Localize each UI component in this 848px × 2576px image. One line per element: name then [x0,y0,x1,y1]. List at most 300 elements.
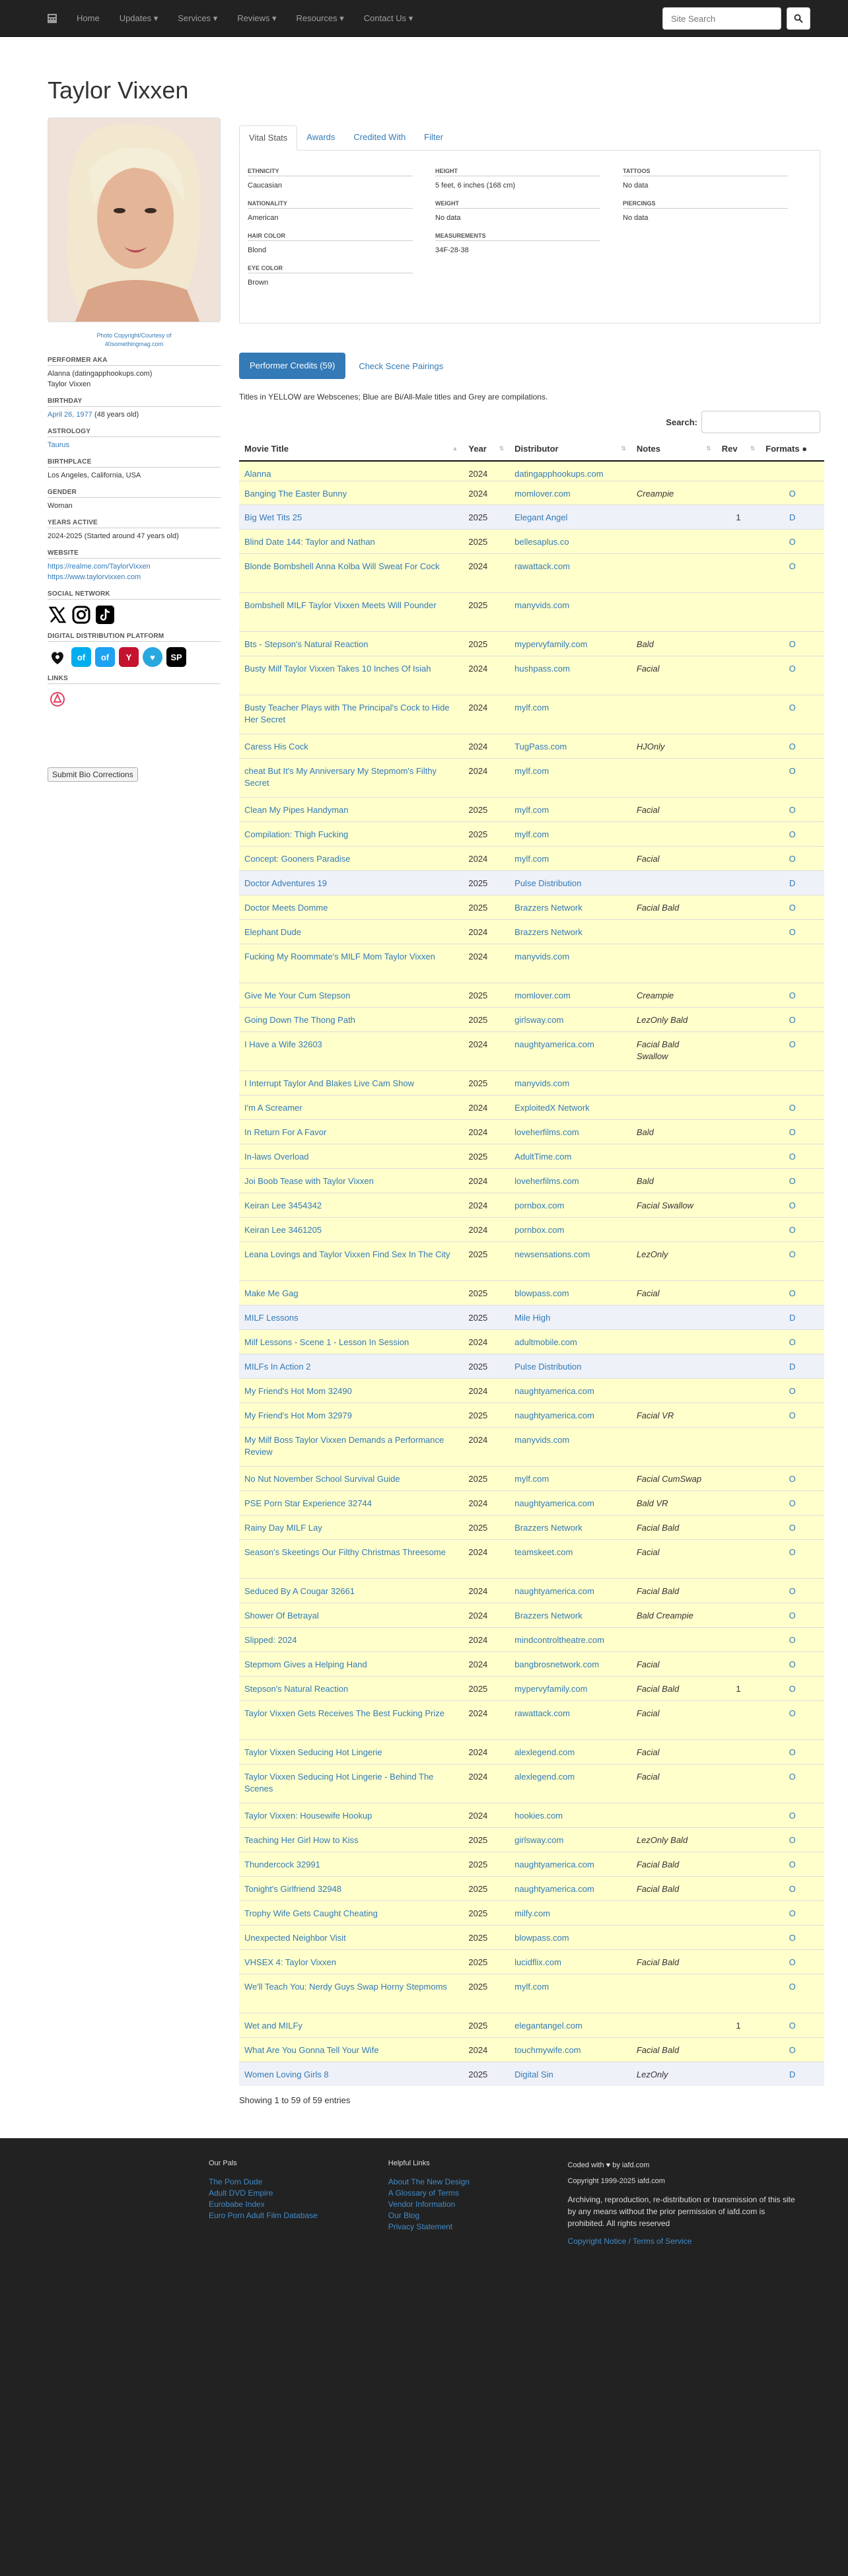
website-link-1[interactable]: https://realme.com/TaylorVixxen [48,563,151,571]
nav-reviews[interactable]: Reviews ▾ [237,13,277,23]
credit-title-link[interactable]: cheat But It's My Anniversary My Stepmom's Filthy Secret [244,765,437,788]
credit-title-link[interactable]: Clean My Pipes Handyman [244,804,349,815]
credit-distributor-link[interactable]: pornbox.com [514,1200,565,1210]
helpful-link[interactable]: Privacy Statement [388,2222,453,2231]
credit-distributor-link[interactable]: hushpass.com [514,663,570,674]
credit-format[interactable]: O [789,1747,796,1757]
credit-distributor-link[interactable]: hookies.com [514,1810,563,1821]
credit-distributor-cell [509,1144,631,1168]
credit-title-link[interactable]: Rainy Day MILF Lay [244,1522,322,1533]
credit-distributor-link[interactable]: manyvids.com [514,600,570,610]
credit-format-cell [760,461,824,481]
credit-format[interactable]: O [789,702,796,713]
col-rev[interactable]: Rev ⇅ [717,437,761,461]
credit-format-cell [760,1070,824,1095]
instagram-icon[interactable] [71,605,91,625]
credit-year-cell [463,2013,509,2037]
credit-title-cell [239,1515,463,1539]
credit-distributor-link[interactable]: momlover.com [514,990,571,1000]
credit-format[interactable]: O [789,1288,796,1298]
credit-format[interactable]: O [789,1908,796,1918]
credit-format[interactable]: D [789,1361,796,1372]
col-year[interactable]: Year ⇅ [463,437,509,461]
credit-format[interactable]: O [789,663,796,674]
pals-link[interactable]: Eurobabe Index [209,2200,265,2209]
credit-format[interactable]: O [789,902,796,913]
tab-filter[interactable]: Filter [424,132,444,142]
credit-distributor-link[interactable]: rawattack.com [514,1708,570,1718]
credit-format[interactable]: O [789,1249,796,1259]
credit-format[interactable]: O [789,1410,796,1420]
nav-services[interactable]: Services ▾ [178,13,218,23]
measurements-label: MEASUREMENTS [435,232,600,241]
credit-title-link[interactable]: No Nut November School Survival Guide [244,1473,400,1484]
credit-distributor-link[interactable]: Digital Sin [514,2069,553,2079]
credit-format[interactable]: O [789,2020,796,2031]
credit-distributor-link[interactable]: lucidflix.com [514,1957,561,1967]
helpful-heading: Helpful Links [388,2159,430,2167]
credit-format[interactable]: O [789,1039,796,1049]
credit-review-count-cell [717,1070,761,1095]
credit-review-count-cell [717,1466,761,1490]
credit-format[interactable]: O [789,990,796,1000]
credit-format[interactable]: O [789,1834,796,1845]
credit-title-link[interactable]: Caress His Cock [244,741,308,751]
credit-review-count-cell [717,1627,761,1652]
credit-title-link[interactable]: Elephant Dude [244,926,302,937]
credit-format-cell [760,1700,824,1739]
credit-row [239,1070,824,1095]
credit-review-count-cell [717,1403,761,1427]
credit-title-link[interactable]: My Friend's Hot Mom 32490 [244,1385,352,1396]
credit-distributor-link[interactable]: mypervyfamily.com [514,639,588,649]
credit-title-link[interactable]: Shower Of Betrayal [244,1610,319,1620]
credit-title-link[interactable]: Alanna [244,469,271,479]
x-twitter-icon[interactable] [48,605,67,625]
site-search-input[interactable] [662,7,781,30]
credit-format[interactable]: O [789,1522,796,1533]
photo-credit[interactable]: Photo Copyright/Courtesy of 40somethingmag.com [96,332,172,347]
credit-review-count-cell [717,529,761,553]
credit-distributor-link[interactable]: TugPass.com [514,741,567,751]
table-search [239,411,820,433]
credit-title-link[interactable]: Bts - Stepson's Natural Reaction [244,639,369,649]
credit-distributor-cell [509,1852,631,1876]
credit-distributor-link[interactable]: datingapphookups.com [514,469,604,479]
credit-distributor-link[interactable]: manyvids.com [514,1078,570,1088]
manyvids-icon[interactable]: Y [119,647,139,667]
credit-format[interactable]: O [789,1981,796,1992]
credit-title-link[interactable]: Doctor Adventures 19 [244,878,328,888]
credit-distributor-link[interactable]: mylf.com [514,853,549,864]
credit-notes-cell [631,1241,717,1280]
credit-distributor-link[interactable]: naughtyamerica.com [514,1498,594,1508]
credit-title-cell [239,1354,463,1378]
credit-distributor-link[interactable]: girlsway.com [514,1834,564,1845]
credit-title-link[interactable]: Leana Lovings and Taylor Vixxen Find Sex In The City [244,1249,450,1259]
fansly-icon[interactable]: of [95,647,115,667]
credit-distributor-link[interactable]: bangbrosnetwork.com [514,1659,600,1669]
credit-distributor-link[interactable]: mylf.com [514,829,549,839]
credit-distributor-link[interactable]: momlover.com [514,488,571,499]
credit-distributor-link[interactable]: blowpass.com [514,1932,569,1943]
credit-distributor-link[interactable]: rawattack.com [514,561,570,571]
credit-title-link[interactable]: I Interrupt Taylor And Blakes Live Cam Show [244,1078,414,1088]
credit-distributor-cell [509,895,631,919]
credit-distributor-link[interactable]: Brazzers Network [514,1610,583,1620]
credit-distributor-link[interactable]: naughtyamerica.com [514,1410,594,1420]
credit-notes: Facial Bald [636,1859,680,1869]
credit-title-link[interactable]: Taylor Vixxen Seducing Hot Lingerie - Behind The Scenes [244,1771,434,1793]
tab-credited-with[interactable]: Credited With [353,132,406,142]
helpful-link[interactable]: Our Blog [388,2211,420,2220]
copyright-notice-link[interactable]: Copyright Notice / Terms of Service [567,2237,692,2246]
credit-distributor-link[interactable]: alexlegend.com [514,1771,575,1782]
nav-contact[interactable]: Contact Us ▾ [363,13,413,23]
credit-year: 2024 [468,765,488,776]
credit-distributor-link[interactable]: naughtyamerica.com [514,1385,594,1396]
credit-format[interactable]: O [789,1473,796,1484]
credit-format[interactable]: O [789,853,796,864]
pals-link[interactable]: Adult DVD Empire [209,2188,273,2198]
credit-distributor-link[interactable]: naughtyamerica.com [514,1859,594,1869]
credit-distributor-link[interactable]: newsensations.com [514,1249,590,1259]
credit-distributor-cell [509,1241,631,1280]
credit-format[interactable]: O [789,2044,796,2055]
credit-title-link[interactable]: Concept: Gooners Paradise [244,853,351,864]
credit-review-count-cell [717,1949,761,1974]
credit-distributor-cell [509,1603,631,1627]
helpful-link[interactable]: A Glossary of Terms [388,2188,459,2198]
credit-title-link[interactable]: MILF Lessons [244,1312,299,1323]
performer-headshot [48,118,221,322]
credit-title-cell [239,2013,463,2037]
credit-notes-cell [631,797,717,821]
credit-year-cell [463,529,509,553]
credit-title-link[interactable]: What Are You Gonna Tell Your Wife [244,2044,379,2055]
credit-title-link[interactable]: Compilation: Thigh Fucking [244,829,349,839]
credit-format[interactable]: O [789,1175,796,1186]
credit-title-link[interactable]: Unexpected Neighbor Visit [244,1932,346,1943]
credit-format[interactable]: O [789,1585,796,1596]
credit-distributor-link[interactable]: mylf.com [514,1473,549,1484]
onlyfans-black-icon[interactable] [48,647,67,667]
nav-updates[interactable]: Updates ▾ [119,13,159,23]
credit-format[interactable]: O [789,1151,796,1162]
col-movie-title[interactable]: Movie Title ▲ [239,437,463,461]
credit-title-link[interactable]: Going Down The Thong Path [244,1014,355,1025]
credit-format[interactable]: O [789,1957,796,1967]
credit-notes: Facial VR [636,1410,674,1420]
home-logo-icon[interactable] [38,0,67,37]
credit-distributor-link[interactable]: Pulse Distribution [514,878,582,888]
credit-format[interactable]: O [789,1932,796,1943]
credit-title-link[interactable]: Busty Milf Taylor Vixxen Takes 10 Inches Of Isiah [244,663,431,674]
credit-distributor-link[interactable]: bellesaplus.co [514,536,569,547]
credit-distributor-link[interactable]: naughtyamerica.com [514,1039,594,1049]
credit-title-cell [239,1378,463,1403]
credit-title-link[interactable]: Fucking My Roommate's MILF Mom Taylor Vixxen [244,951,435,961]
credit-format[interactable]: O [789,804,796,815]
credit-title-link[interactable]: Teaching Her Girl How to Kiss [244,1834,359,1845]
credit-review-count-cell [717,1603,761,1627]
credit-format-cell [760,1217,824,1241]
credit-year: 2024 [468,488,488,499]
credit-title-link[interactable]: Banging The Easter Bunny [244,488,347,499]
credit-title-link[interactable]: Taylor Vixxen Seducing Hot Lingerie [244,1747,382,1757]
credit-title-cell [239,1427,463,1466]
credit-title-link[interactable]: Joi Boob Tease with Taylor Vixxen [244,1175,374,1186]
credit-title-link[interactable]: Season's Skeetings Our Filthy Christmas Threesome [244,1547,446,1557]
credit-title-link[interactable]: Stepmom Gives a Helping Hand [244,1659,367,1669]
credit-distributor-cell [509,1539,631,1578]
credit-distributor-link[interactable]: Brazzers Network [514,902,583,913]
credit-distributor-link[interactable]: loveherfilms.com [514,1127,579,1137]
credit-distributor-link[interactable]: AdultTime.com [514,1151,572,1162]
credit-format[interactable]: O [789,1610,796,1620]
credit-title-link[interactable]: Wet and MILFy [244,2020,302,2031]
credit-format[interactable]: O [789,1547,796,1557]
credit-format[interactable]: O [789,1224,796,1235]
credit-format[interactable]: O [789,829,796,839]
credit-review-count-cell [717,1280,761,1305]
credit-distributor-link[interactable]: mylf.com [514,804,549,815]
credit-format[interactable]: O [789,536,796,547]
credit-format[interactable]: O [789,1634,796,1645]
credit-format[interactable]: O [789,561,796,571]
credit-title-link[interactable]: Milf Lessons - Scene 1 - Lesson In Session [244,1337,409,1347]
credit-notes-cell [631,1876,717,1900]
credit-distributor-link[interactable]: pornbox.com [514,1224,565,1235]
credit-format[interactable]: O [789,1014,796,1025]
credit-review-count-cell [717,1378,761,1403]
credit-distributor-link[interactable]: alexlegend.com [514,1747,575,1757]
credit-format-cell [760,983,824,1007]
credit-title-link[interactable]: Bombshell MILF Taylor Vixxen Meets Will Pounder [244,600,437,610]
credit-distributor-link[interactable]: ExploitedX Network [514,1102,590,1113]
astrology-link[interactable]: Taurus [48,441,70,449]
credit-row [239,592,824,631]
tab-vital-stats[interactable]: Vital Stats [239,125,297,151]
credit-title-link[interactable]: We'll Teach You: Nerdy Guys Swap Horny Stepmoms [244,1981,447,1992]
credit-distributor-link[interactable]: loveherfilms.com [514,1175,579,1186]
credit-distributor-link[interactable]: blowpass.com [514,1288,569,1298]
credit-distributor-link[interactable]: Elegant Angel [514,512,568,522]
credit-title-link[interactable]: Give Me Your Cum Stepson [244,990,351,1000]
credit-review-count-cell [717,919,761,944]
credit-notes: LezOnly [636,2069,668,2079]
credit-distributor-link[interactable]: manyvids.com [514,951,570,961]
credit-distributor-link[interactable]: adultmobile.com [514,1337,577,1347]
credit-distributor-link[interactable]: naughtyamerica.com [514,1585,594,1596]
links-icons [48,689,221,709]
credit-title-link[interactable]: Busty Teacher Plays with The Principal's Cock to Hide Her Secret [244,702,450,724]
credit-title-link[interactable]: Taylor Vixxen Gets Receives The Best Fucking Prize [244,1708,444,1718]
credit-notes: Facial [636,804,660,815]
credit-distributor-link[interactable]: mylf.com [514,1981,549,1992]
coded-with: Coded with ♥ by iafd.com [567,2161,650,2169]
credit-distributor-link[interactable]: naughtyamerica.com [514,1883,594,1894]
credit-title-link[interactable]: Stepson's Natural Reaction [244,1683,349,1694]
submit-bio-corrections-button[interactable]: Submit Bio Corrections [48,767,138,782]
credit-title-link[interactable]: Women Loving Girls 8 [244,2069,329,2079]
credit-format[interactable]: O [789,1200,796,1210]
credit-year-cell [463,1466,509,1490]
credit-distributor-link[interactable]: Pulse Distribution [514,1361,582,1372]
credit-format-cell [760,1925,824,1949]
credit-notes-cell [631,919,717,944]
credit-format[interactable]: O [789,1337,796,1347]
credit-distributor-cell [509,1739,631,1764]
pals-link[interactable]: Euro Porn Adult Film Database [209,2211,318,2220]
credit-distributor-cell [509,2062,631,2086]
credit-title-link[interactable]: I'm A Screamer [244,1102,302,1113]
performer-credits-button[interactable]: Performer Credits (59) [239,353,345,379]
link-tree-icon[interactable] [48,689,67,709]
credit-title-link[interactable]: Tonight's Girlfriend 32948 [244,1883,342,1894]
credit-title-link[interactable]: In-laws Overload [244,1151,309,1162]
credit-title-link[interactable]: Seduced By A Cougar 32661 [244,1585,355,1596]
credit-title-cell [239,1070,463,1095]
credit-distributor-link[interactable]: Mile High [514,1312,551,1323]
col-distributor[interactable]: Distributor ⇅ [509,437,631,461]
credit-title-link[interactable]: I Have a Wife 32603 [244,1039,322,1049]
credit-title-link[interactable]: Slipped: 2024 [244,1634,297,1645]
credit-distributor-cell [509,2037,631,2062]
credit-notes-cell [631,1119,717,1144]
credit-review-count-cell [717,870,761,895]
onlyfans-icon[interactable]: of [71,647,91,667]
col-formats[interactable]: Formats ● [760,437,824,461]
credit-format[interactable]: O [789,1883,796,1894]
credit-distributor-link[interactable]: milfy.com [514,1908,551,1918]
credit-year-cell [463,592,509,631]
fancentro-icon[interactable]: ♥ [143,647,162,667]
website-link-2[interactable]: https://www.taylorvixxen.com [48,573,141,581]
credit-notes-cell [631,1578,717,1603]
credit-title-cell [239,1676,463,1700]
tab-awards[interactable]: Awards [306,132,336,142]
sp-icon[interactable]: SP [166,647,186,667]
credit-row [239,1925,824,1949]
credit-format[interactable]: O [789,741,796,751]
credit-format[interactable]: O [789,1771,796,1782]
credit-title-link[interactable]: Make Me Gag [244,1288,299,1298]
credit-distributor-link[interactable]: mylf.com [514,765,549,776]
credit-distributor-link[interactable]: mylf.com [514,702,549,713]
credit-title-link[interactable]: Taylor Vixxen: Housewife Hookup [244,1810,372,1821]
credit-row [239,1354,824,1378]
credit-distributor-link[interactable]: touchmywife.com [514,2044,581,2055]
piercings-value: No data [623,214,649,222]
credit-title-link[interactable]: In Return For A Favor [244,1127,327,1137]
credit-distributor-link[interactable]: girlsway.com [514,1014,564,1025]
credit-format[interactable]: O [789,1127,796,1137]
credit-format[interactable]: D [789,512,796,522]
credit-distributor-link[interactable]: manyvids.com [514,1434,570,1445]
credit-distributor-link[interactable]: elegantangel.com [514,2020,583,2031]
website-heading: WEBSITE [48,549,221,559]
credit-title-cell [239,895,463,919]
credit-format[interactable]: O [789,639,796,649]
credit-format[interactable]: D [789,878,796,888]
scene-pairings-link[interactable]: Check Scene Pairings [359,361,444,371]
credit-title-cell [239,1539,463,1578]
credit-format[interactable]: O [789,1810,796,1821]
credit-distributor-cell [509,695,631,734]
birthday-link[interactable]: April 26, 1977 [48,411,92,419]
credit-format[interactable]: O [789,1385,796,1396]
credit-format[interactable]: O [789,926,796,937]
credit-format[interactable]: D [789,1312,796,1323]
credit-title-link[interactable]: VHSEX 4: Taylor Vixxen [244,1957,336,1967]
nationality-label: NATIONALITY [248,200,413,209]
credit-format[interactable]: O [789,1859,796,1869]
credit-title-link[interactable]: Keiran Lee 3454342 [244,1200,322,1210]
credit-format[interactable]: O [789,1659,796,1669]
credit-title-link[interactable]: Blonde Bombshell Anna Kolba Will Sweat For Cock [244,561,440,571]
helpful-link[interactable]: About The New Design [388,2177,470,2186]
credit-title-link[interactable]: Doctor Meets Domme [244,902,328,913]
credit-title-link[interactable]: PSE Porn Star Experience 32744 [244,1498,372,1508]
credit-title-link[interactable]: Blind Date 144: Taylor and Nathan [244,536,375,547]
nav-resources[interactable]: Resources ▾ [296,13,344,23]
tiktok-icon[interactable] [95,605,115,625]
nav-home[interactable]: Home [77,13,100,23]
credit-format[interactable]: O [789,488,796,499]
credit-title-cell [239,1925,463,1949]
credit-format[interactable]: D [789,2069,796,2079]
credit-title-link[interactable]: Thundercock 32991 [244,1859,320,1869]
site-search-button[interactable] [787,7,810,30]
copyright-line: Copyright 1999-2025 iafd.com [567,2177,665,2185]
credit-year-cell [463,1217,509,1241]
credit-format-cell [760,1900,824,1925]
credit-title-link[interactable]: My Friend's Hot Mom 32979 [244,1410,352,1420]
credit-format[interactable]: O [789,1708,796,1718]
credit-title-link[interactable]: Trophy Wife Gets Caught Cheating [244,1908,378,1918]
col-notes[interactable]: Notes ⇅ [631,437,717,461]
credit-review-count-cell [717,1119,761,1144]
credit-distributor-link[interactable]: Brazzers Network [514,926,583,937]
credit-distributor-link[interactable]: mypervyfamily.com [514,1683,588,1694]
credit-notes-cell [631,1031,717,1070]
pals-link[interactable]: The Porn Dude [209,2177,263,2186]
credit-format[interactable]: O [789,1102,796,1113]
question-circle-icon[interactable]: ● [802,444,808,454]
credit-distributor-link[interactable]: Brazzers Network [514,1522,583,1533]
credit-title-link[interactable]: Keiran Lee 3461205 [244,1224,322,1235]
credit-distributor-cell [509,1974,631,2013]
helpful-link[interactable]: Vendor Information [388,2200,456,2209]
credit-year: 2025 [468,1151,488,1162]
credit-format[interactable]: O [789,765,796,776]
table-search-input[interactable] [701,411,820,433]
credit-title-cell [239,846,463,870]
credit-distributor-link[interactable]: mindcontroltheatre.com [514,1634,604,1645]
credit-distributor-cell [509,481,631,505]
credit-year: 2024 [468,561,488,571]
credit-distributor-cell [509,1280,631,1305]
credit-title-link[interactable]: My Milf Boss Taylor Vixxen Demands a Performance Review [244,1434,444,1457]
credit-title-link[interactable]: Big Wet Tits 25 [244,512,302,522]
credit-format[interactable]: O [789,1498,796,1508]
table-info: Showing 1 to 59 of 59 entries [239,2095,351,2105]
credit-distributor-link[interactable]: teamskeet.com [514,1547,573,1557]
credit-format[interactable]: O [789,1683,796,1694]
credit-title-link[interactable]: MILFs In Action 2 [244,1361,311,1372]
credit-format-cell [760,1803,824,1827]
